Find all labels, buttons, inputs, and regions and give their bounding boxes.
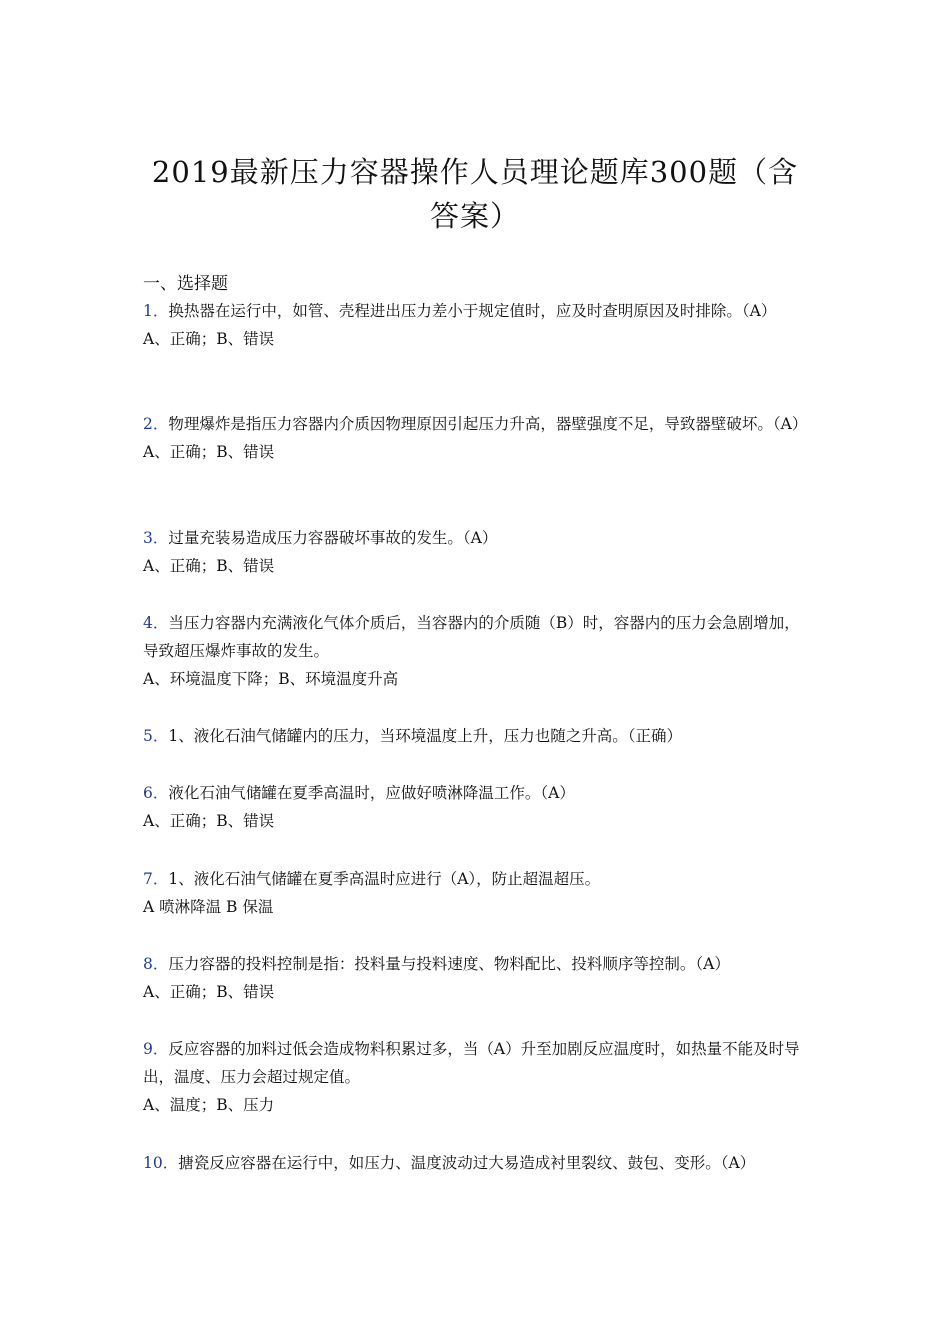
question-number: 4． xyxy=(143,614,169,632)
question-number: 9． xyxy=(143,1040,169,1058)
question-number: 6． xyxy=(143,784,169,802)
question-10 xyxy=(143,1149,813,1177)
section-heading: 一、选择题 xyxy=(143,274,228,294)
question-number: 3． xyxy=(143,529,169,547)
question-text: 压力容器的投料控制是指：投料量与投料速度、物料配比、投料顺序等控制。（A） xyxy=(168,955,730,973)
question-9 xyxy=(143,1035,813,1119)
question-number: 5． xyxy=(143,727,169,745)
question-text: 物理爆炸是指压力容器内介质因物理原因引起压力升高，器壁强度不足，导致器壁破坏。（A） xyxy=(168,415,808,433)
question-text: 反应容器的加料过低会造成物料积累过多，当（A）升至加剧反应温度时，如热量不能及时导出，温度、压力会超过规定值。 xyxy=(143,1040,800,1086)
question-options: A、正确；B、错误 xyxy=(143,812,275,830)
question-options: A、正确；B、错误 xyxy=(143,330,275,348)
question-7 xyxy=(143,865,813,921)
question-options: A、正确；B、错误 xyxy=(143,557,275,575)
question-8 xyxy=(143,950,813,1006)
question-options: A、正确；B、错误 xyxy=(143,983,275,1001)
question-2 xyxy=(143,410,813,466)
question-4 xyxy=(143,609,813,693)
question-3 xyxy=(143,524,813,580)
question-5 xyxy=(143,722,813,750)
document-title: 2019最新压力容器操作人员理论题库300题（含答案） xyxy=(151,155,799,233)
question-text: 当压力容器内充满液化气体介质后，当容器内的介质随（B）时，容器内的压力会急剧增加，导致超压爆炸事故的发生。 xyxy=(143,614,800,660)
question-number: 7． xyxy=(143,870,169,888)
question-options: A、温度；B、压力 xyxy=(143,1096,275,1114)
question-text: 液化石油气储罐在夏季高温时，应做好喷淋降温工作。（A） xyxy=(168,784,575,802)
question-number: 2． xyxy=(143,415,169,433)
question-1 xyxy=(143,297,813,353)
question-options: A、正确；B、错误 xyxy=(143,443,275,461)
question-text: 1、液化石油气储罐内的压力，当环境温度上升，压力也随之升高。（正确） xyxy=(168,727,682,745)
question-options: A、环境温度下降；B、环境温度升高 xyxy=(143,670,399,688)
question-number: 8． xyxy=(143,955,169,973)
question-text: 搪瓷反应容器在运行中，如压力、温度波动过大易造成衬里裂纹、鼓包、变形。（A） xyxy=(178,1154,756,1172)
question-text: 换热器在运行中，如管、壳程进出压力差小于规定值时，应及时查明原因及时排除。（A） xyxy=(168,302,777,320)
question-number: 1． xyxy=(143,302,169,320)
question-text: 过量充装易造成压力容器破坏事故的发生。（A） xyxy=(168,529,498,547)
question-options: A 喷淋降温 B 保温 xyxy=(143,898,274,916)
question-6 xyxy=(143,779,813,835)
question-text: 1、液化石油气储罐在夏季高温时应进行（A），防止超温超压。 xyxy=(168,870,601,888)
question-number: 10． xyxy=(143,1154,179,1172)
